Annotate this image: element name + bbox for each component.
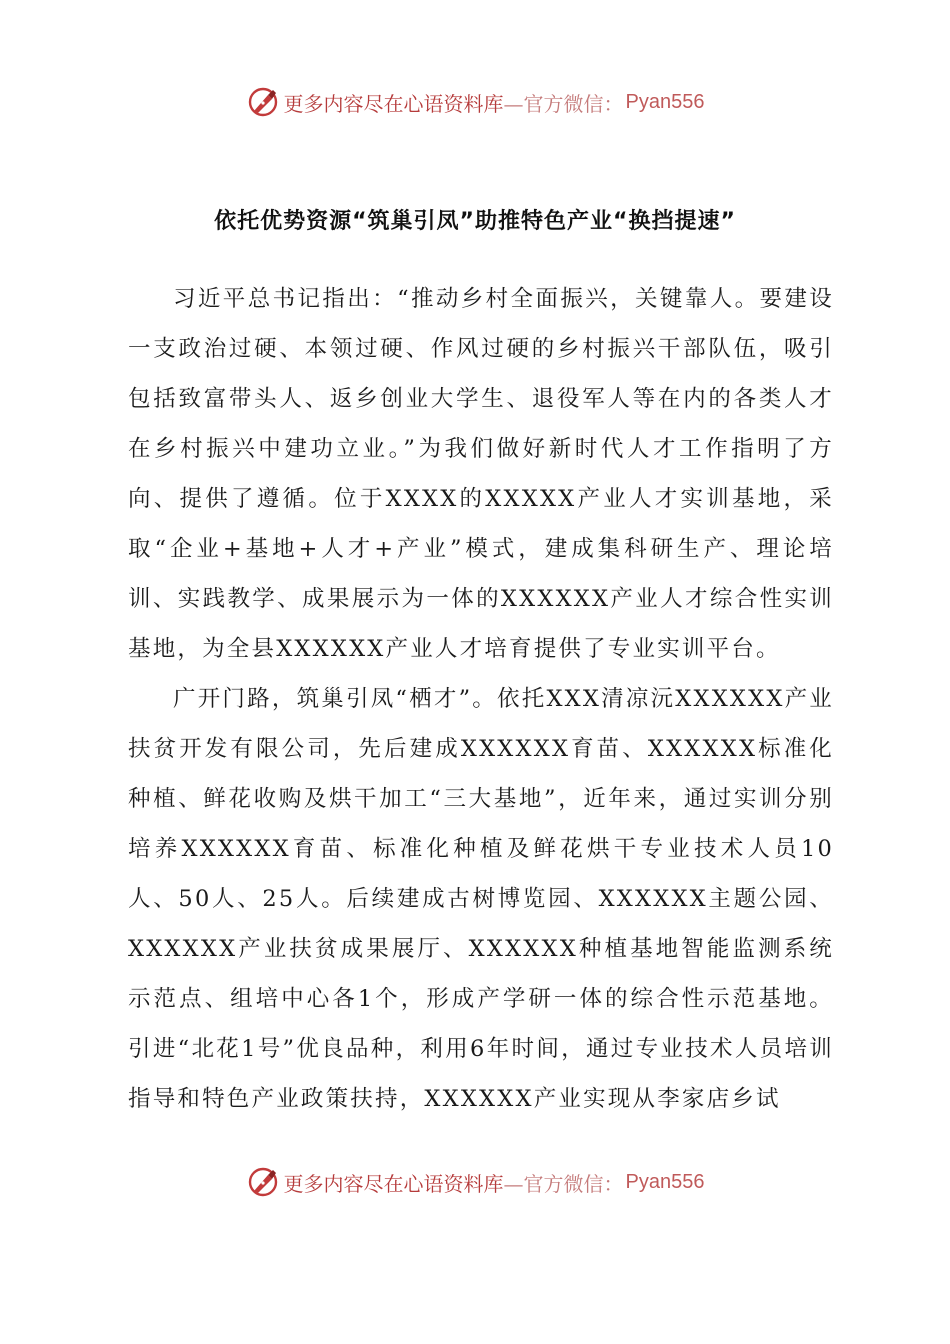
document-title: 依托优势资源“筑巢引凤”助推特色产业“换挡提速” bbox=[214, 209, 736, 234]
watermark-separator-text: —官方微信： bbox=[503, 91, 624, 116]
watermark-account-id: Pyan556 bbox=[625, 90, 705, 113]
watermark-main-text: 更多内容尽在心语资料库 bbox=[283, 91, 504, 116]
body-paragraph-2: 广开门路，筑巢引凤“栖才”。依托XXX清凉沅XXXXXX产业扶贫开发有限公司，先后建成XXXXXX育苗、XXXXXX标准化种植、鲜花收购及烘干加工“三大基地”，近年来，通过实训分别培养XXXXXX育苗、标准化种植及鲜花烘干专业技术人员10人、50人、25人。后续建成古树博览园、XXXXXX主题公园、XXXXXX产业扶贫成果展厅、XXXXXX种植基地智能监测系统示范点、组培中心各1个，形成产学研一体的综合性示范基地。引进“北花1号”优良品种，利用6年时间，通过专业技术人员培训指导和特色产业政策扶持，XXXXXX产业实现从李家店乡试 bbox=[128, 686, 834, 1112]
watermark-separator-text: —官方微信： bbox=[503, 1171, 624, 1196]
watermark-account-id: Pyan556 bbox=[625, 1170, 705, 1193]
pen-nib-logo-icon bbox=[246, 1165, 280, 1199]
body-paragraph-1: 习近平总书记指出：“推动乡村全面振兴，关键靠人。要建设一支政治过硬、本领过硬、作风过硬的乡村振兴干部队伍，吸引包括致富带头人、返乡创业大学生、退役军人等在内的各类人才在乡村振兴中建功立业。”为我们做好新时代人才工作指明了方向、提供了遵循。位于XXXX的XXXXX产业人才实训基地，采取“企业+基地+人才+产业”模式，建成集科研生产、理论培训、实践教学、成果展示为一体的XXXXXX产业人才综合性实训基地，为全县XXXXXX产业人才培育提供了专业实训平台。 bbox=[128, 286, 834, 662]
document-body bbox=[128, 274, 834, 1124]
pen-nib-logo-icon bbox=[246, 85, 280, 119]
footer-watermark-banner bbox=[0, 1162, 950, 1202]
watermark-main-text: 更多内容尽在心语资料库 bbox=[283, 1171, 504, 1196]
header-watermark-banner bbox=[0, 82, 950, 122]
